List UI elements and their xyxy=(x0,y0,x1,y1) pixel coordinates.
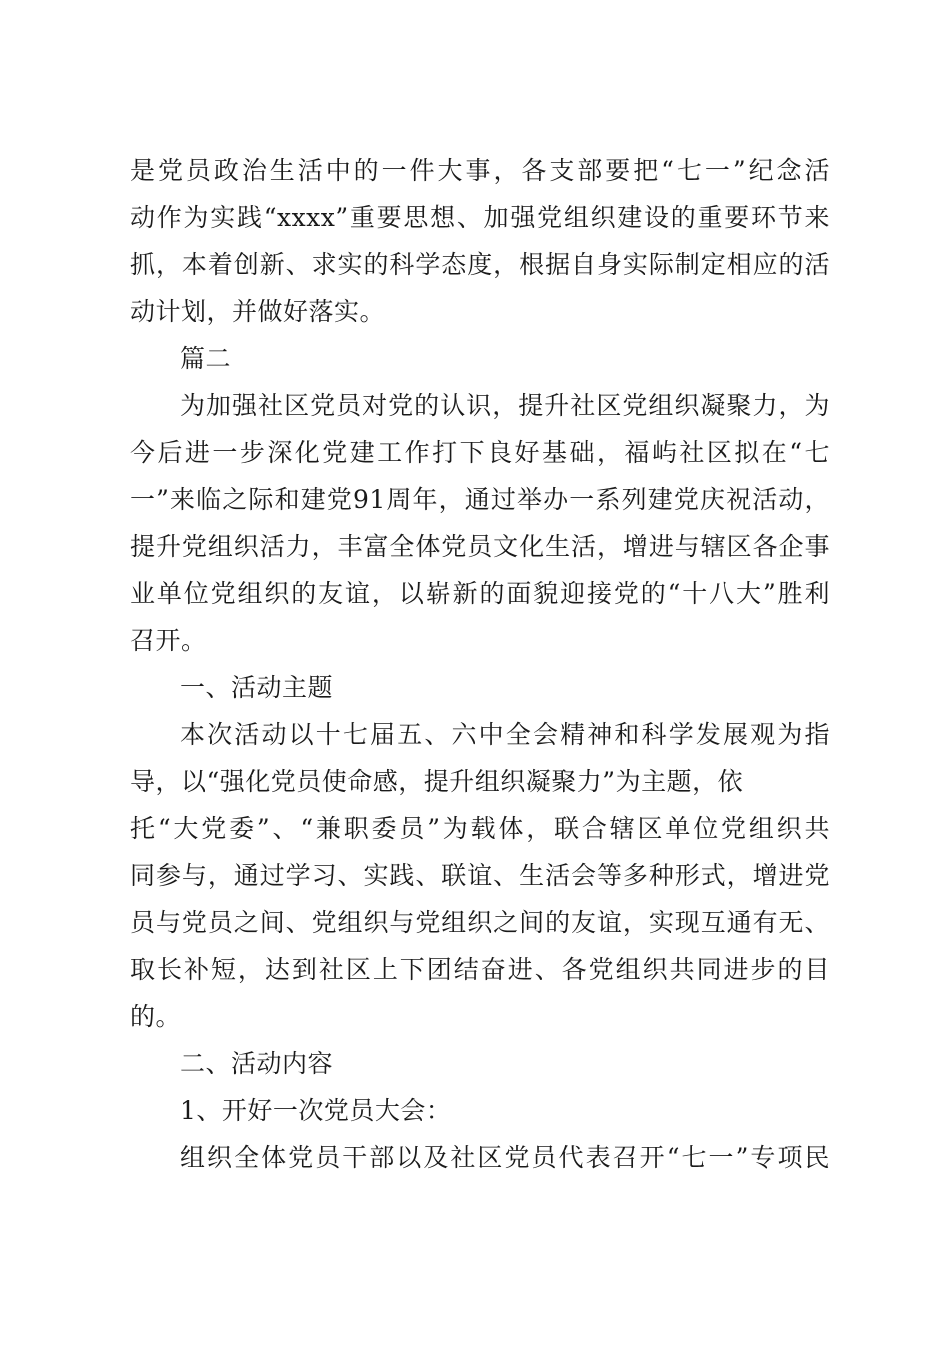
paragraph-line: 本次活动以十七届五、六中全会精神和科学发展观为指 xyxy=(180,720,830,749)
paragraph-line: 同参与，通过学习、实践、联谊、生活会等多种形式，增进党 xyxy=(130,861,830,890)
paragraph-line: 的。 xyxy=(130,1002,182,1031)
paragraph-line: 一”来临之际和建党91周年，通过举办一系列建党庆祝活动， xyxy=(130,485,830,514)
subsection-heading: 1、开好一次党员大会： xyxy=(180,1096,452,1125)
section-heading: 篇二 xyxy=(180,344,232,373)
paragraph-line: 为加强社区党员对党的认识，提升社区党组织凝聚力，为 xyxy=(180,391,830,420)
paragraph-line: 动作为实践“xxxx”重要思想、加强党组织建设的重要环节来 xyxy=(130,203,830,232)
paragraph-line: 组织全体党员干部以及社区党员代表召开“七一”专项民 xyxy=(180,1143,830,1172)
paragraph-line: 提升党组织活力，丰富全体党员文化生活，增进与辖区各企事 xyxy=(130,532,830,561)
paragraph-line: 托“大党委”、“兼职委员”为载体，联合辖区单位党组织共 xyxy=(130,814,830,843)
paragraph-line: 动计划，并做好落实。 xyxy=(130,297,386,326)
paragraph-line: 取长补短，达到社区上下团结奋进、各党组织共同进步的目 xyxy=(130,955,830,984)
paragraph-line: 员与党员之间、党组织与党组织之间的友谊，实现互通有无、 xyxy=(130,908,830,937)
paragraph-line: 是党员政治生活中的一件大事，各支部要把“七一”纪念活 xyxy=(130,156,830,185)
paragraph-line: 今后进一步深化党建工作打下良好基础，福屿社区拟在“七 xyxy=(130,438,830,467)
paragraph-line: 业单位党组织的友谊，以崭新的面貌迎接党的“十八大”胜利 xyxy=(130,579,830,608)
section-heading: 一、活动主题 xyxy=(180,673,334,702)
paragraph-line: 抓，本着创新、求实的科学态度，根据自身实际制定相应的活 xyxy=(130,250,830,279)
paragraph-line: 召开。 xyxy=(130,626,207,655)
paragraph-line: 导，以“强化党员使命感，提升组织凝聚力”为主题，依 xyxy=(130,767,744,796)
section-heading: 二、活动内容 xyxy=(180,1049,334,1078)
